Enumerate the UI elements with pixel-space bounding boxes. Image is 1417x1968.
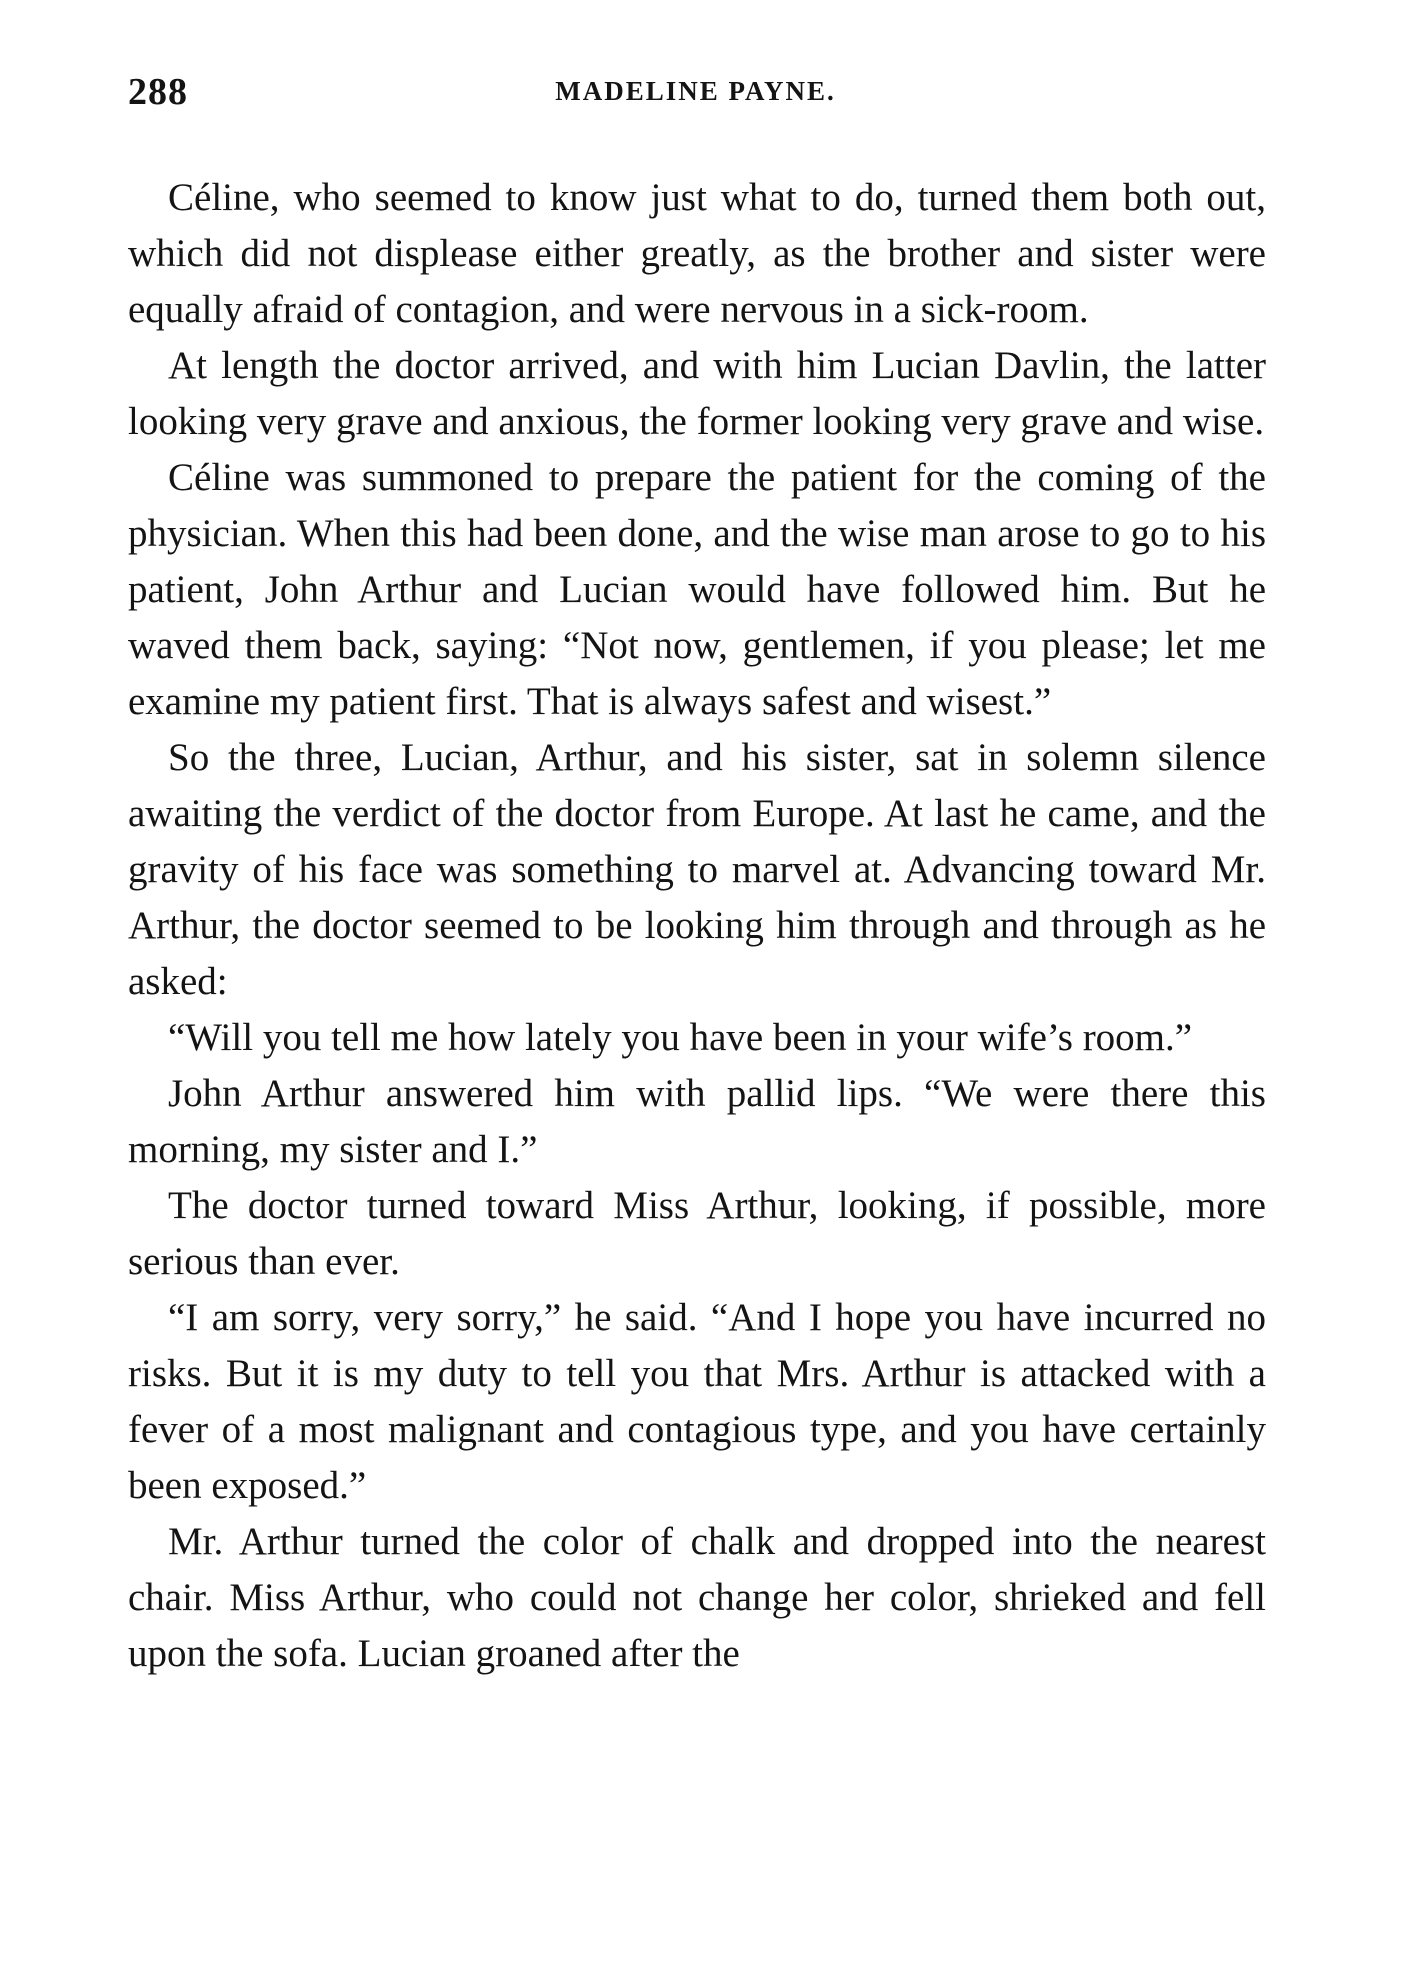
page-number: 288: [128, 71, 188, 113]
paragraph: So the three, Lucian, Arthur, and his sister, sat in solemn silence awaiting the verdict of the doctor from Europe. At last he came, and the gravity of his face was something to marvel at. Advancing toward Mr. Arthur, the doctor seemed to be looking him through and through as he asked:: [128, 736, 1266, 1003]
paragraph: Céline was summoned to prepare the patient for the coming of the physician. When this had been done, and the wise man arose to go to his patient, John Arthur and Lucian would have followed him. But he waved them back, saying: “Not now, gentlemen, if you please; let me examine my patient first. That is always safest and wisest.”: [128, 456, 1266, 723]
running-title: MADELINE PAYNE.: [555, 76, 836, 106]
paragraph: At length the doctor arrived, and with him Lucian Davlin, the latter looking very grave and anxious, the former looking very grave and wise.: [128, 344, 1266, 443]
paragraph: Céline, who seemed to know just what to do, turned them both out, which did not displease either greatly, as the brother and sister were equally afraid of contagion, and were nervous in a sick-room.: [128, 176, 1266, 331]
paragraph: John Arthur answered him with pallid lips. “We were there this morning, my sister and I.”: [128, 1072, 1266, 1171]
paragraph: The doctor turned toward Miss Arthur, looking, if possible, more serious than ever.: [128, 1184, 1266, 1283]
paragraph: Mr. Arthur turned the color of chalk and dropped into the nearest chair. Miss Arthur, who could not change her color, shrieked and fell upon the sofa. Lucian groaned after the: [128, 1520, 1266, 1675]
running-head: [128, 70, 1263, 120]
paragraph: “Will you tell me how lately you have been in your wife’s room.”: [168, 1016, 1193, 1059]
paragraph: “I am sorry, very sorry,” he said. “And I hope you have incurred no risks. But it is my duty to tell you that Mrs. Arthur is attacked with a fever of a most malignant and contagious type, and you have certainly been exposed.”: [128, 1296, 1266, 1507]
body-text: [128, 170, 1266, 1682]
